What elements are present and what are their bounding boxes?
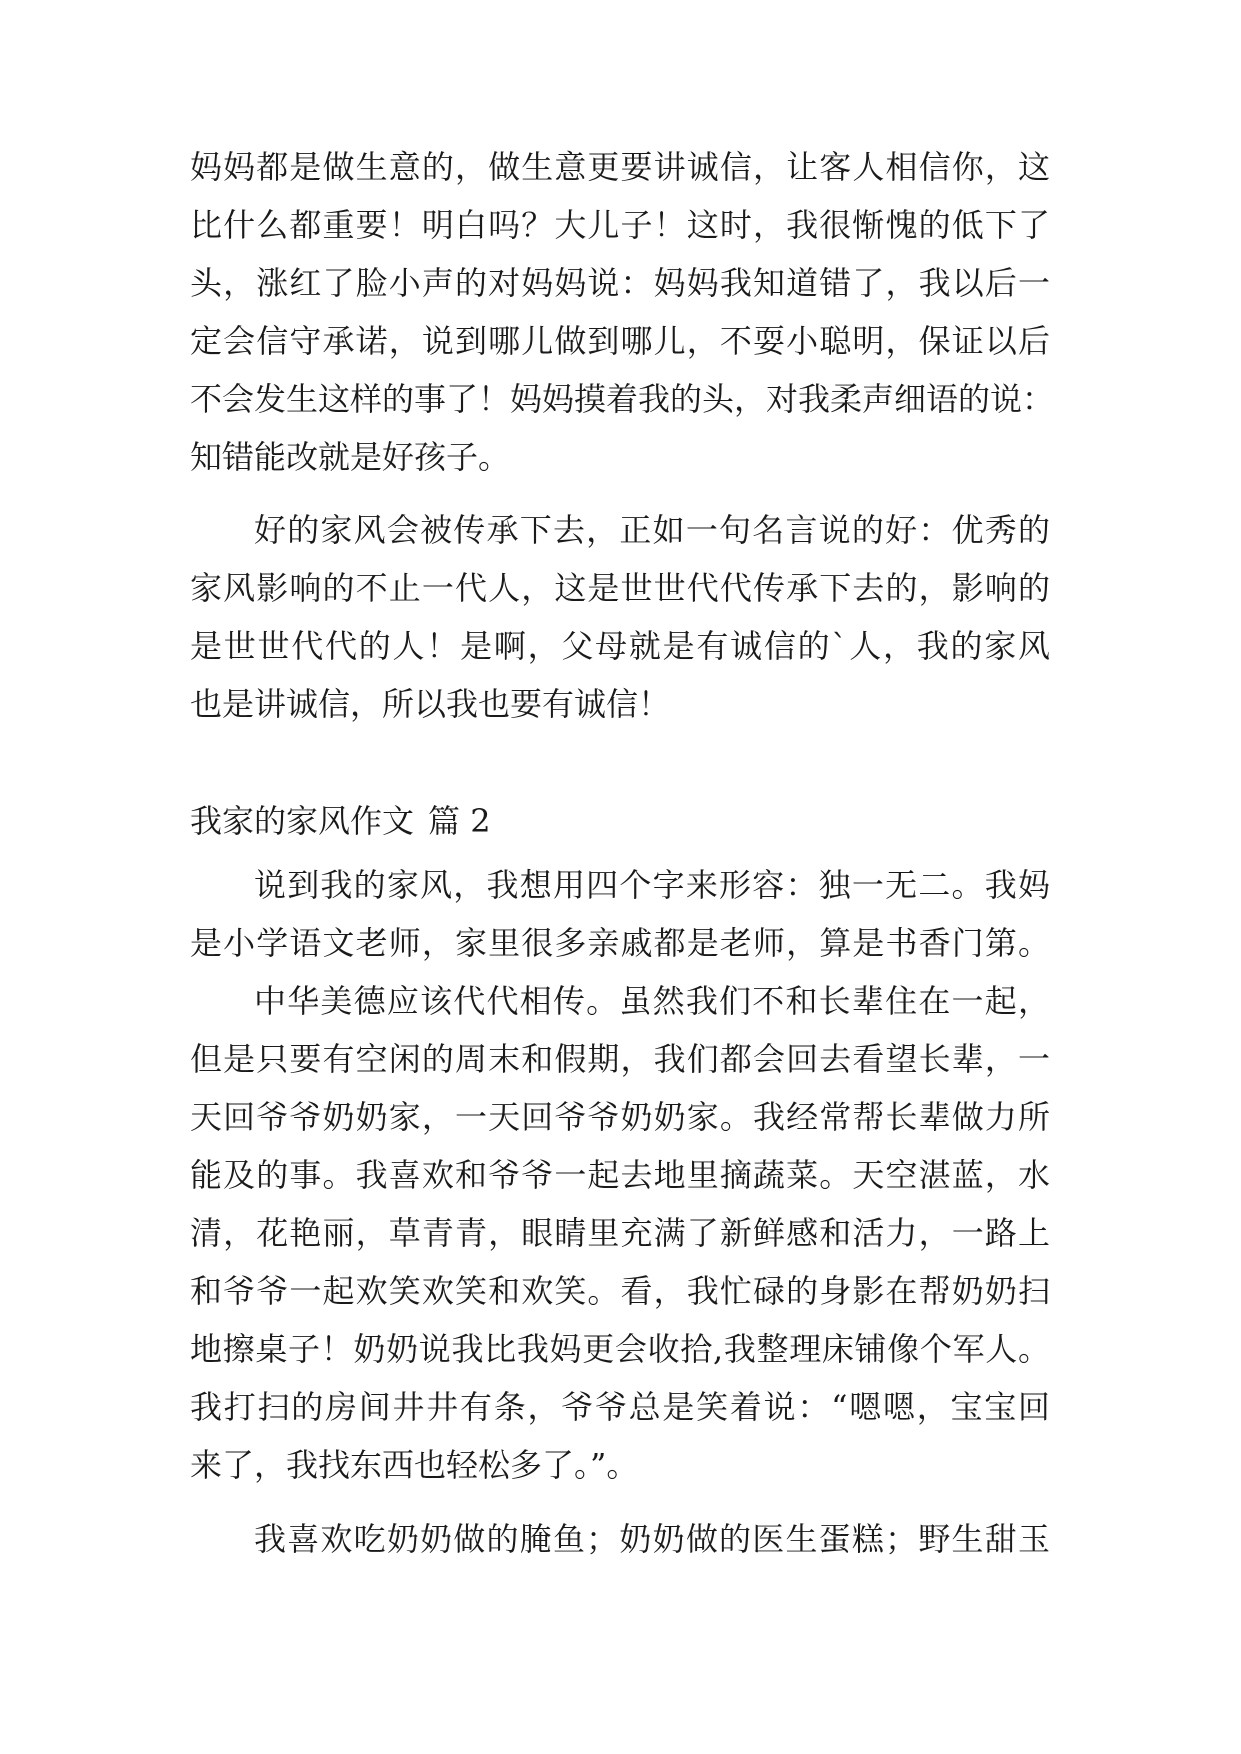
paragraph-line: 家风影响的不止一代人，这是世世代代传承下去的，影响的	[190, 569, 1050, 607]
paragraph-line: 定会信守承诺，说到哪儿做到哪儿，不耍小聪明，保证以后	[190, 322, 1050, 360]
paragraph-line: 清，花艳丽，草青青，眼睛里充满了新鲜感和活力，一路上	[190, 1214, 1050, 1252]
paragraph-line: 好的家风会被传承下去，正如一句名言说的好：优秀的	[254, 511, 1050, 549]
paragraph-line: 中华美德应该代代相传。虽然我们不和长辈住在一起，	[254, 982, 1050, 1020]
paragraph-line: 来了，我找东西也轻松多了。”。	[190, 1446, 639, 1484]
paragraph-line: 是小学语文老师，家里很多亲戚都是老师，算是书香门第。	[190, 924, 1050, 962]
paragraph-line: 我打扫的房间井井有条，爷爷总是笑着说：“嗯嗯，宝宝回	[190, 1388, 1050, 1426]
paragraph-line: 能及的事。我喜欢和爷爷一起去地里摘蔬菜。天空湛蓝，水	[190, 1156, 1050, 1194]
paragraph-line: 说到我的家风，我想用四个字来形容：独一无二。我妈	[254, 866, 1050, 904]
section-heading	[190, 796, 1050, 846]
paragraph-line: 比什么都重要！明白吗？大儿子！这时，我很惭愧的低下了	[190, 206, 1050, 244]
paragraph-line: 和爷爷一起欢笑欢笑和欢笑。看，我忙碌的身影在帮奶奶扫	[190, 1272, 1050, 1310]
paragraph-line: 地擦桌子！奶奶说我比我妈更会收拾,我整理床铺像个军人。	[190, 1330, 1050, 1368]
paragraph-line: 是世世代代的人！是啊，父母就是有诚信的`人，我的家风	[190, 627, 1050, 665]
section-heading-title: 我家的家风作文	[190, 802, 415, 840]
paragraph-line: 知错能改就是好孩子。	[190, 438, 511, 476]
paragraph-line: 不会发生这样的事了！妈妈摸着我的头，对我柔声细语的说：	[190, 380, 1055, 418]
paragraph-line: 头，涨红了脸小声的对妈妈说：妈妈我知道错了，我以后一	[190, 264, 1050, 302]
paragraph-line: 我喜欢吃奶奶做的腌鱼；奶奶做的医生蛋糕；野生甜玉	[254, 1520, 1050, 1558]
paragraph-line: 妈妈都是做生意的，做生意更要讲诚信，让客人相信你，这	[190, 148, 1050, 186]
paragraph-line: 但是只要有空闲的周末和假期，我们都会回去看望长辈，一	[190, 1040, 1050, 1078]
section-heading-number: 篇 2	[428, 802, 491, 840]
paragraph-line: 也是讲诚信，所以我也要有诚信！	[190, 685, 671, 723]
paragraph-line: 天回爷爷奶奶家，一天回爷爷奶奶家。我经常帮长辈做力所	[190, 1098, 1050, 1136]
